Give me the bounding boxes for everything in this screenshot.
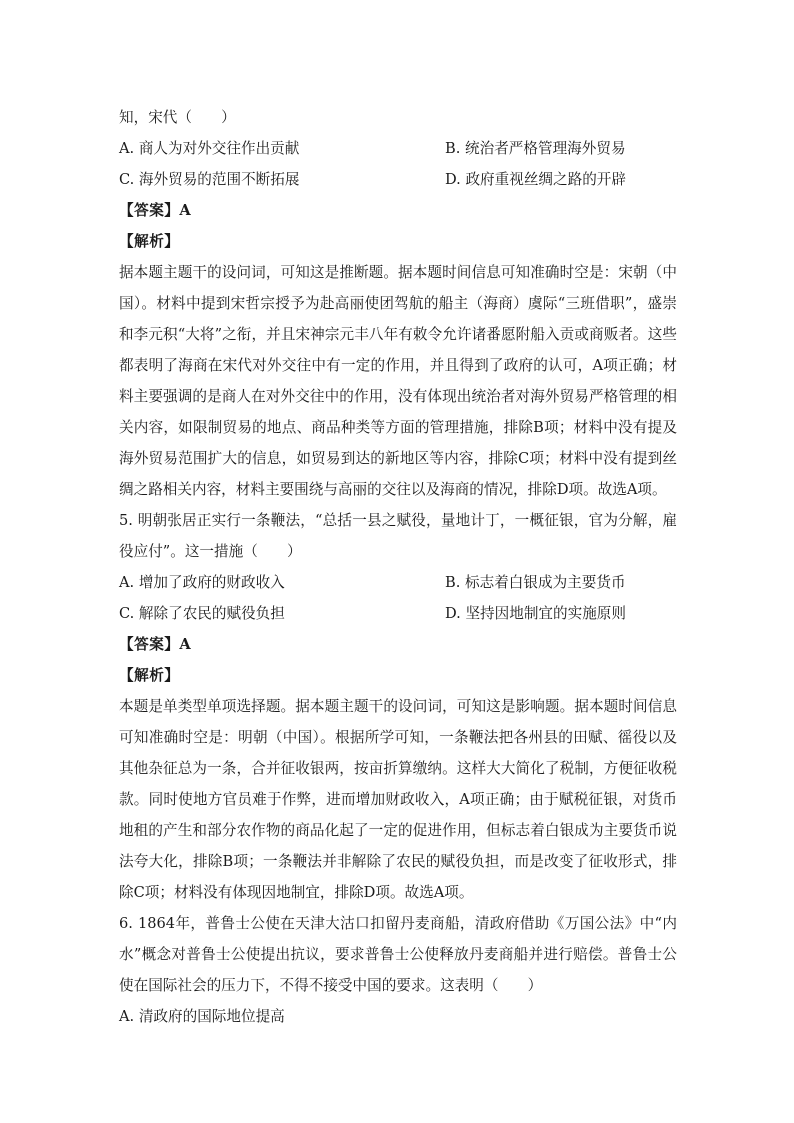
q5-option-b: B. 标志着白银成为主要货币 xyxy=(445,574,626,591)
q5-answer: 【答案】A xyxy=(119,636,192,653)
q4-option-c: C. 海外贸易的范围不断拓展 xyxy=(119,171,300,188)
q4-option-d: D. 政府重视丝绸之路的开辟 xyxy=(445,171,626,188)
q4-option-b: B. 统治者严格管理海外贸易 xyxy=(445,140,626,157)
q5-options-row-2 xyxy=(119,598,677,629)
q5-option-d: D. 坚持因地制宜的实施原则 xyxy=(445,605,626,622)
q4-answer: 【答案】A xyxy=(119,202,192,219)
q4-analysis-label: 【解析】 xyxy=(119,233,180,250)
q6-stem: 6. 1864年，普鲁士公使在天津大沽口扣留丹麦商船，清政府借助《万国公法》中“内水”概念对普鲁士公使提出抗议，要求普鲁士公使释放丹麦商船并进行赔偿。普鲁士公使在国际社会的压力下，不得不接受中国的要求。这表明（ ） xyxy=(119,915,677,994)
q4-stem-tail: 知，宋代（ ） xyxy=(119,109,236,126)
q4-options-row-1 xyxy=(119,133,677,164)
q4-analysis: 据本题主题干的设问词，可知这是推断题。据本题时间信息可知准确时空是：宋朝（中国）。材料中提到宋哲宗授予为赴高丽使团驾航的船主（海商）虞际“三班借职”，盛崇和李元积“大将”之衔，并且宋神宗元丰八年有敕令允许诸番愿附船入贡或商贩者。这些都表明了海商在宋代对外交往中有一定的作用，并且得到了政府的认可，A项正确；材料主要强调的是商人在对外交往中的作用，没有体现出统治者对海外贸易严格管理的相关内容，如限制贸易的地点、商品种类等方面的管理措施，排除B项；材料中没有提及海外贸易范围扩大的信息，如贸易到达的新地区等内容，排除C项；材料中没有提到丝绸之路相关内容，材料主要围绕与高丽的交往以及海商的情况，排除D项。故选A项。 xyxy=(119,264,677,498)
q5-analysis: 本题是单类型单项选择题。据本题主题干的设问词，可知这是影响题。据本题时间信息可知准确时空是：明朝（中国）。根据所学可知，一条鞭法把各州县的田赋、徭役以及其他杂征总为一条，合并征收银两，按亩折算缴纳。这样大大简化了税制，方便征收税款。同时使地方官员难于作弊，进而增加财政收入，A项正确；由于赋税征银，对货币地租的产生和部分农作物的商品化起了一定的促进作用，但标志着白银成为主要货币说法夸大化，排除B项；一条鞭法并非解除了农民的赋役负担，而是改变了征收形式，排除C项；材料没有体现因地制宜，排除D项。故选A项。 xyxy=(119,698,677,901)
q5-analysis-label: 【解析】 xyxy=(119,667,180,684)
q4-options-row-2 xyxy=(119,164,677,195)
q5-options-row-1 xyxy=(119,567,677,598)
page-content xyxy=(119,102,677,1032)
q5-option-c: C. 解除了农民的赋役负担 xyxy=(119,605,285,622)
q5-stem: 5. 明朝张居正实行一条鞭法，“总括一县之赋役，量地计丁，一概征银，官为分解，雇役应付”。这一措施（ ） xyxy=(119,512,677,560)
q6-option-a: A. 清政府的国际地位提高 xyxy=(119,1008,285,1025)
q4-option-a: A. 商人为对外交往作出贡献 xyxy=(119,140,300,157)
q5-option-a: A. 增加了政府的财政收入 xyxy=(119,574,285,591)
